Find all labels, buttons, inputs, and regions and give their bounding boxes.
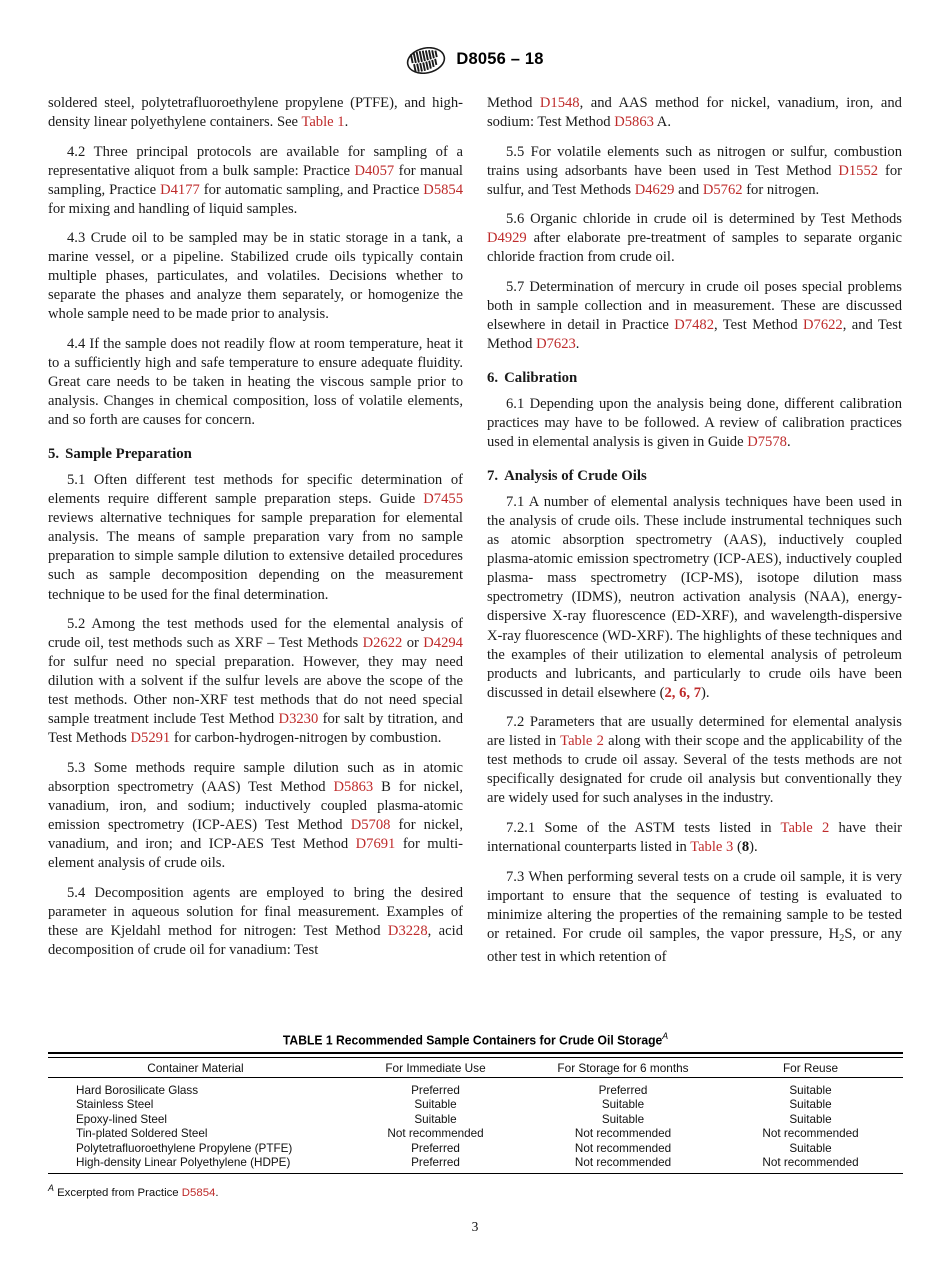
text-run: Crude oil to be sampled may be in static storage in a tank, a marine vessel, or a pipeline. Stabilized crude oils typically contain multiple phases, particulates, and volatiles. Decisions whether to separate the phases and analyze them separately, or homogenize the whole sample need to be made prior to analysis. (48, 230, 463, 323)
link-d7691[interactable]: D7691 (355, 836, 396, 853)
table-1-body (48, 1080, 903, 1173)
cell-material: Epoxy-lined Steel (76, 1112, 167, 1126)
link-d3228[interactable]: D3228 (387, 922, 428, 939)
text-run: ). (700, 684, 710, 701)
paragraph-5-6 (487, 210, 902, 267)
link-d1552[interactable]: D1552 (838, 162, 879, 179)
link-table-3[interactable]: Table 3 (690, 839, 734, 855)
link-d7622[interactable]: D7622 (802, 316, 843, 333)
link-table-2[interactable]: Table 2 (560, 733, 604, 750)
paragraph-number: 5.7 (506, 278, 525, 295)
text-run: Depending upon the analysis being done, different calibration practices may have to be followed. A review of calibration practices used in elemental analysis is given in Guide (487, 396, 902, 451)
text-run: Three principal protocols are available for sampling of a representative aliquot from a bulk sample: Practice (48, 143, 463, 179)
paragraph-5-7 (487, 278, 902, 354)
text-run: A. (653, 114, 671, 131)
paragraph-number: 5.3 (67, 759, 86, 776)
link-table-2[interactable]: Table 2 (780, 819, 830, 836)
link-d7623[interactable]: D7623 (536, 336, 576, 353)
left-text-column (48, 94, 463, 960)
text-run: after elaborate pre-treatment of samples to separate organic chloride fraction from crude oil. (487, 230, 902, 266)
text-run: for mixing and handling of liquid samples. (48, 200, 298, 217)
text-run: reviews alternative techniques for sample preparation for elemental analysis. The means of sample preparation vary from no sample preparation to simple sample dilution to extensive detailed procedures such as sample decomposition depending on the measurement technique to be used for the final determination. (48, 510, 463, 603)
link-d7482[interactable]: D7482 (674, 316, 714, 333)
column-header-container-material: Container Material (147, 1060, 244, 1075)
text-run: for salt by titration, and Test Methods (48, 711, 463, 747)
paragraph-6-1 (487, 395, 902, 452)
link-d5854[interactable]: D5854 (423, 181, 464, 198)
cell-material: Hard Borosilicate Glass (76, 1084, 199, 1098)
section-number: 6. (487, 370, 499, 387)
link-d3230[interactable]: D3230 (278, 711, 319, 728)
text-run: . (344, 114, 349, 131)
paragraph-number: 5.2 (67, 616, 86, 633)
cell-storage-6-months: Not recommended (574, 1127, 672, 1141)
paragraph-number: 5.6 (506, 211, 525, 228)
table-row (48, 1080, 903, 1097)
text-run: for sulfur, and Test Methods (487, 162, 902, 198)
text-run: , acid decomposition of crude oil for vanadium: Test (48, 922, 463, 958)
text-run: Organic chloride in crude oil is determined by Test Methods (524, 211, 902, 228)
cell-storage-6-months: Suitable (601, 1098, 645, 1112)
paragraph-number: 5.4 (67, 884, 86, 901)
text-run: B for nickel, vanadium, iron, and sodium; inductively coupled plasma-atomic emission spectrometry (ICP-AES) Test Method (48, 778, 463, 834)
cell-material: Tin-plated Soldered Steel (76, 1127, 208, 1141)
paragraph-number: 5.1 (67, 472, 86, 489)
text-run: , and AAS method for nickel, vanadium, iron, and sodium: Test Method (487, 95, 902, 131)
text-run: For volatile elements such as nitrogen or sulfur, combustion trains using adsorbants have been used in Test Method (487, 143, 902, 179)
paragraph-5-3 (48, 759, 463, 873)
section-heading-6 (487, 369, 902, 388)
column-header-storage-6-months: For Storage for 6 months (557, 1060, 689, 1075)
paragraph-number: 5.5 (506, 143, 525, 160)
table-1-foot (48, 1173, 903, 1176)
text-run: , Test Method (714, 316, 803, 333)
link-d4294[interactable]: D4294 (423, 635, 463, 652)
paragraph-5-2 (48, 615, 463, 748)
text-run: Among the test methods used for the elemental analysis of crude oil, test methods such as XRF – Test Methods (48, 616, 463, 652)
paragraph-5-5 (487, 143, 902, 200)
text-run: Decomposition agents are employed to bring the desired parameter in aqueous solution for final measurement. Examples of these are Kjeldahl method for nitrogen: Test Method (48, 884, 463, 939)
link-d5854[interactable]: D5854 (181, 1186, 216, 1199)
section-number: 7. (487, 468, 499, 485)
column-header-immediate-use: For Immediate Use (385, 1060, 486, 1075)
text-run: Excerpted from Practice (53, 1186, 182, 1199)
text-run: for sulfur need no special preparation. However, they may need dilution with a solvent if the sulfur levels are above the scope of the test methods. Other non-XRF test methods that do not need special sample treatment include Test Method (48, 654, 463, 728)
text-run: ( (733, 839, 742, 855)
text-run: for nitrogen. (742, 181, 820, 198)
section-title: Calibration (504, 370, 578, 387)
table-1-block (48, 1031, 903, 1199)
cell-material: Polytetrafluoroethylene Propylene (PTFE) (76, 1141, 293, 1155)
cell-material: Stainless Steel (76, 1098, 154, 1112)
text-run: Method (487, 95, 540, 111)
text-run: Some methods require sample dilution such as in atomic absorption spectrometry (AAS) Test Method (48, 759, 463, 795)
link-d4629[interactable]: D4629 (634, 181, 675, 198)
text-run: . (215, 1186, 219, 1199)
paragraph-number: 4.4 (67, 336, 86, 353)
paragraph-5-4 (48, 884, 463, 960)
text-run: When performing several tests on a crude oil sample, it is very important to ensure that the sequence of testing is evaluated to minimize altering the properties of the remaining sample to be tested or retained. For crude oil samples, the vapor pressure, H (487, 868, 902, 942)
link-d4177[interactable]: D4177 (160, 181, 200, 198)
paragraph-number: 7.2.1 (506, 819, 536, 836)
paragraph-4-3 (48, 229, 463, 324)
text-run: S, or any other test in which retention of (487, 925, 902, 965)
link-d7578[interactable]: D7578 (747, 434, 787, 451)
paragraph-7-3 (487, 868, 902, 967)
cell-storage-6-months: Not recommended (574, 1156, 672, 1170)
cell-material: High-density Linear Polyethylene (HDPE) (76, 1156, 291, 1170)
paragraph-4-2 (48, 143, 463, 219)
cell-for-reuse: Suitable (789, 1084, 832, 1098)
cell-immediate-use: Preferred (411, 1156, 460, 1170)
text-run: Parameters that are usually determined for elemental analysis are listed in (487, 714, 902, 750)
right-text-column (487, 94, 902, 967)
cell-storage-6-months: Not recommended (574, 1141, 672, 1155)
table-header-row (48, 1058, 903, 1078)
link-d4057[interactable]: D4057 (354, 162, 395, 179)
link-d5708[interactable]: D5708 (350, 817, 391, 834)
text-run: , and Test Method (487, 316, 903, 353)
cell-immediate-use: Preferred (411, 1141, 460, 1155)
table-1 (48, 1052, 903, 1175)
link-d5863[interactable]: D5863 (614, 114, 654, 131)
text-run: for automatic sampling, and Practice (199, 181, 424, 198)
astm-logo (406, 47, 446, 74)
page-number: 3 (471, 1219, 479, 1234)
paragraph-continued (487, 94, 902, 132)
document-designation: D8056 – 18 (456, 50, 544, 68)
paragraph-4-4 (48, 335, 463, 430)
text-run: soldered steel, polytetrafluoroethylene propylene (PTFE), and high-density linear polyethylene containers. See (48, 95, 463, 131)
table-title-footnote-marker: A (662, 1031, 669, 1042)
column-header-for-reuse: For Reuse (782, 1060, 839, 1075)
text-run: and (674, 181, 703, 198)
cell-for-reuse: Not recommended (762, 1156, 859, 1170)
link-d4929[interactable]: D4929 (487, 230, 527, 247)
text-run: If the sample does not readily flow at room temperature, heat it to a sufficiently high and safe temperature to ensure adequate fluidity. Great care needs to be taken in heating the viscous sample prior to analysis. Changes in chemical composition, loss of volatile elements, and so forth are causes for concern. (48, 336, 463, 429)
link-references-2-6-7[interactable]: 2, 6, 7 (664, 684, 701, 701)
page-header (0, 46, 950, 80)
section-title: Analysis of Crude Oils (504, 468, 647, 485)
cell-immediate-use: Suitable (414, 1098, 457, 1112)
text-run: for nickel, vanadium, and iron; and ICP-AES Test Method (48, 817, 463, 853)
text-run: or (402, 635, 424, 652)
paragraph-number: 7.3 (506, 868, 525, 885)
cell-storage-6-months: Suitable (601, 1112, 645, 1126)
table-rule-bottom (48, 1173, 903, 1176)
subscript-2: 2 (839, 932, 845, 944)
text-run: Often different test methods for specific determination of elements require different sample preparation steps. Guide (48, 472, 463, 508)
link-reference-8[interactable]: 8 (741, 839, 750, 855)
table-row (48, 1127, 903, 1141)
section-title: Sample Preparation (65, 446, 192, 463)
paragraph-7-2-1 (487, 819, 902, 857)
text-run: for manual sampling, Practice (48, 162, 463, 198)
paragraph-number: 6.1 (506, 396, 525, 413)
table-title-text: TABLE 1 Recommended Sample Containers for Crude Oil Storage (282, 1032, 663, 1048)
cell-immediate-use: Preferred (411, 1084, 460, 1098)
link-d5762[interactable]: D5762 (702, 181, 743, 198)
link-d1548[interactable]: D1548 (539, 95, 580, 111)
table-1-head (48, 1053, 903, 1080)
link-d7455[interactable]: D7455 (423, 491, 463, 508)
link-d5863[interactable]: D5863 (333, 778, 374, 795)
text-run: for multi-element analysis of crude oils. (48, 836, 463, 872)
paragraph-5-1 (48, 471, 463, 604)
paragraph-7-2 (487, 713, 902, 808)
cell-immediate-use: Suitable (414, 1112, 457, 1126)
paragraph-continued (48, 94, 463, 132)
cell-for-reuse: Suitable (789, 1098, 832, 1112)
link-d2622[interactable]: D2622 (362, 635, 403, 652)
footnote-marker: A (48, 1182, 54, 1193)
table-row (48, 1141, 903, 1155)
text-run: . (575, 336, 580, 353)
paragraph-number: 4.2 (67, 143, 86, 160)
table-1-footnote (48, 1181, 903, 1199)
text-run: along with their scope and the applicability of the test methods to crude oil assay. Several of the tests methods are not specifically designated for crude oil analysis but conventionally they are widely used for such analyses in the industry. (487, 733, 902, 807)
text-run: Determination of mercury in crude oil poses special problems both in sample collection and in measurement. These are discussed elsewhere in detail in Practice (487, 278, 902, 333)
link-d5291[interactable]: D5291 (130, 730, 171, 747)
paragraph-7-1 (487, 493, 902, 703)
table-row (48, 1155, 903, 1173)
cell-immediate-use: Not recommended (387, 1127, 484, 1141)
text-run: ). (749, 839, 758, 855)
table-row (48, 1112, 903, 1126)
text-run: A number of elemental analysis techniques have been used in the analysis of crude oils. These include instrumental techniques such as atomic absorption spectrometry (AAS), inductively coupled plasma-atomic emission spectrometry (ICP-AES), inductively coupled plasma- mass spectrometry (ICP-MS), isotope dilution mass spectrometry (IDMS), neutron activation analysis (NAA), energy-dispersive X-ray fluorescence (ED-XRF), and wavelength-dispersive X-ray fluorescence (WD-XRF). The highlights of these techniques and the examples of their utilization to elemental analysis of petroleum products and lubricants, and particularly to crude oils have been discussed in detail elsewhere ( (487, 494, 902, 701)
section-heading-7 (487, 467, 902, 486)
section-heading-5 (48, 445, 463, 464)
text-run: . (786, 434, 791, 451)
section-number: 5. (48, 446, 60, 463)
table-row (48, 1098, 903, 1112)
cell-for-reuse: Not recommended (762, 1127, 859, 1141)
cell-storage-6-months: Preferred (598, 1084, 648, 1098)
cell-for-reuse: Suitable (789, 1112, 832, 1126)
text-run: have their international counterparts listed in (487, 819, 902, 855)
text-run: Some of the ASTM tests listed in (535, 819, 781, 836)
cell-for-reuse: Suitable (789, 1141, 832, 1155)
link-table-1[interactable]: Table 1 (301, 114, 345, 131)
table-1-title (82, 1031, 869, 1047)
paragraph-number: 7.2 (506, 714, 525, 731)
text-run: for carbon-hydrogen-nitrogen by combustion. (170, 730, 442, 747)
paragraph-number: 7.1 (506, 494, 525, 511)
paragraph-number: 4.3 (67, 230, 86, 247)
